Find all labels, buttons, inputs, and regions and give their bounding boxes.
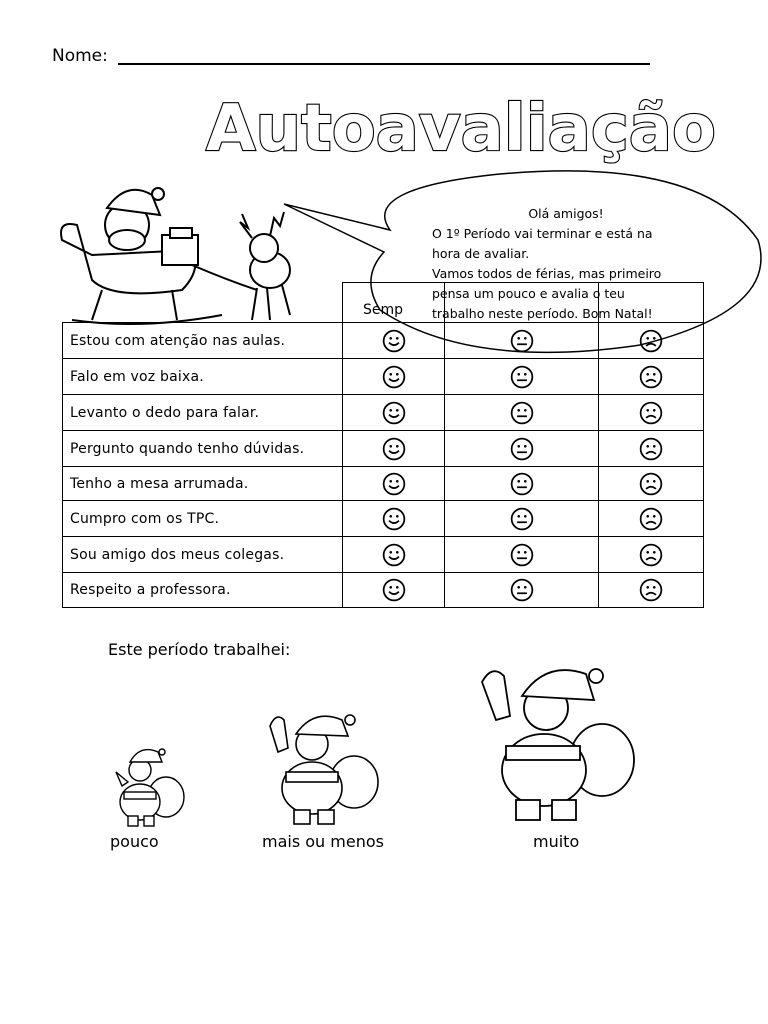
- happy-face-icon: [382, 472, 406, 496]
- rating-option-pouco[interactable]: pouco: [110, 832, 159, 851]
- rating-cell-happy[interactable]: [342, 322, 444, 358]
- neutral-face-icon: [510, 437, 534, 461]
- rating-cell-sad[interactable]: [598, 322, 704, 358]
- rating-cell-happy[interactable]: [342, 466, 444, 500]
- rating-option-muito[interactable]: muito: [533, 832, 580, 851]
- table-row: [62, 536, 704, 572]
- neutral-face-icon: [510, 329, 534, 353]
- row-label: Estou com atenção nas aulas.: [70, 332, 286, 349]
- sad-face-icon: [639, 401, 663, 425]
- name-input-line[interactable]: [118, 63, 650, 65]
- row-label-cell: [62, 322, 342, 358]
- header-never: [598, 282, 704, 322]
- neutral-face-icon: [510, 578, 534, 602]
- bubble-line: trabalho neste período. Bom Natal!: [432, 306, 653, 321]
- table-header-row: [62, 282, 704, 322]
- row-label-cell: [62, 500, 342, 536]
- sad-face-icon: [639, 578, 663, 602]
- rating-cell-neutral[interactable]: [444, 536, 598, 572]
- bubble-greeting: Olá amigos!: [528, 206, 604, 221]
- neutral-face-icon: [510, 365, 534, 389]
- rating-cell-sad[interactable]: [598, 466, 704, 500]
- row-label: Respeito a professora.: [70, 582, 231, 598]
- rating-cell-sad[interactable]: [598, 500, 704, 536]
- row-label: Sou amigo dos meus colegas.: [70, 546, 285, 563]
- sad-face-icon: [639, 365, 663, 389]
- row-label-cell: [62, 430, 342, 466]
- rating-cell-sad[interactable]: [598, 572, 704, 608]
- row-label: Levanto o dedo para falar.: [70, 404, 260, 421]
- header-always: [342, 282, 444, 322]
- happy-face-icon: [382, 401, 406, 425]
- rating-cell-sad[interactable]: [598, 358, 704, 394]
- row-label: Pergunto quando tenho dúvidas.: [70, 440, 305, 457]
- rating-option-mais-ou-menos[interactable]: mais ou menos: [262, 832, 384, 851]
- bubble-line: pensa um pouco e avalia o teu: [432, 286, 625, 301]
- bubble-line: Vamos todos de férias, mas primeiro: [432, 266, 662, 281]
- header-always-label: Semp: [363, 302, 404, 318]
- rating-cell-neutral[interactable]: [444, 572, 598, 608]
- bubble-line: hora de avaliar.: [432, 246, 530, 261]
- row-label-cell: [62, 358, 342, 394]
- rating-cell-neutral[interactable]: [444, 394, 598, 430]
- rating-cell-happy[interactable]: [342, 430, 444, 466]
- row-label: Tenho a mesa arrumada.: [70, 475, 249, 492]
- rating-cell-happy[interactable]: [342, 572, 444, 608]
- santa-large-icon[interactable]: [474, 660, 638, 828]
- happy-face-icon: [382, 437, 406, 461]
- table-row: [62, 500, 704, 536]
- table-row: [62, 466, 704, 500]
- sad-face-icon: [639, 507, 663, 531]
- name-label: Nome:: [52, 46, 108, 66]
- self-rating-prompt: Este período trabalhei:: [108, 640, 291, 659]
- sad-face-icon: [639, 329, 663, 353]
- rating-cell-sad[interactable]: [598, 394, 704, 430]
- rating-cell-sad[interactable]: [598, 430, 704, 466]
- rating-cell-sad[interactable]: [598, 536, 704, 572]
- happy-face-icon: [382, 365, 406, 389]
- rating-cell-happy[interactable]: [342, 500, 444, 536]
- rating-cell-neutral[interactable]: [444, 430, 598, 466]
- row-label-cell: [62, 536, 342, 572]
- neutral-face-icon: [510, 507, 534, 531]
- row-label-cell: [62, 394, 342, 430]
- table-row: [62, 358, 704, 394]
- row-label: Cumpro com os TPC.: [70, 510, 220, 527]
- santa-small-icon[interactable]: [106, 742, 186, 832]
- header-sometimes: [444, 282, 598, 322]
- bubble-line: O 1º Período vai terminar e está na: [432, 226, 653, 241]
- rating-cell-neutral[interactable]: [444, 358, 598, 394]
- happy-face-icon: [382, 329, 406, 353]
- row-label: Falo em voz baixa.: [70, 368, 204, 385]
- rating-cell-neutral[interactable]: [444, 500, 598, 536]
- neutral-face-icon: [510, 543, 534, 567]
- sad-face-icon: [639, 437, 663, 461]
- table-row: [62, 394, 704, 430]
- page-title: [196, 84, 716, 166]
- row-label-cell: [62, 466, 342, 500]
- page-title-text: Autoavaliação: [206, 92, 716, 166]
- neutral-face-icon: [510, 472, 534, 496]
- rating-cell-happy[interactable]: [342, 536, 444, 572]
- neutral-face-icon: [510, 401, 534, 425]
- table-row: [62, 322, 704, 358]
- rating-cell-neutral[interactable]: [444, 466, 598, 500]
- rating-cell-happy[interactable]: [342, 358, 444, 394]
- sad-face-icon: [639, 472, 663, 496]
- santa-medium-icon[interactable]: [262, 706, 382, 830]
- rating-cell-happy[interactable]: [342, 394, 444, 430]
- row-label-cell: [62, 572, 342, 608]
- happy-face-icon: [382, 507, 406, 531]
- sad-face-icon: [639, 543, 663, 567]
- table-row: [62, 572, 704, 608]
- rating-cell-neutral[interactable]: [444, 322, 598, 358]
- table-row: [62, 430, 704, 466]
- happy-face-icon: [382, 578, 406, 602]
- happy-face-icon: [382, 543, 406, 567]
